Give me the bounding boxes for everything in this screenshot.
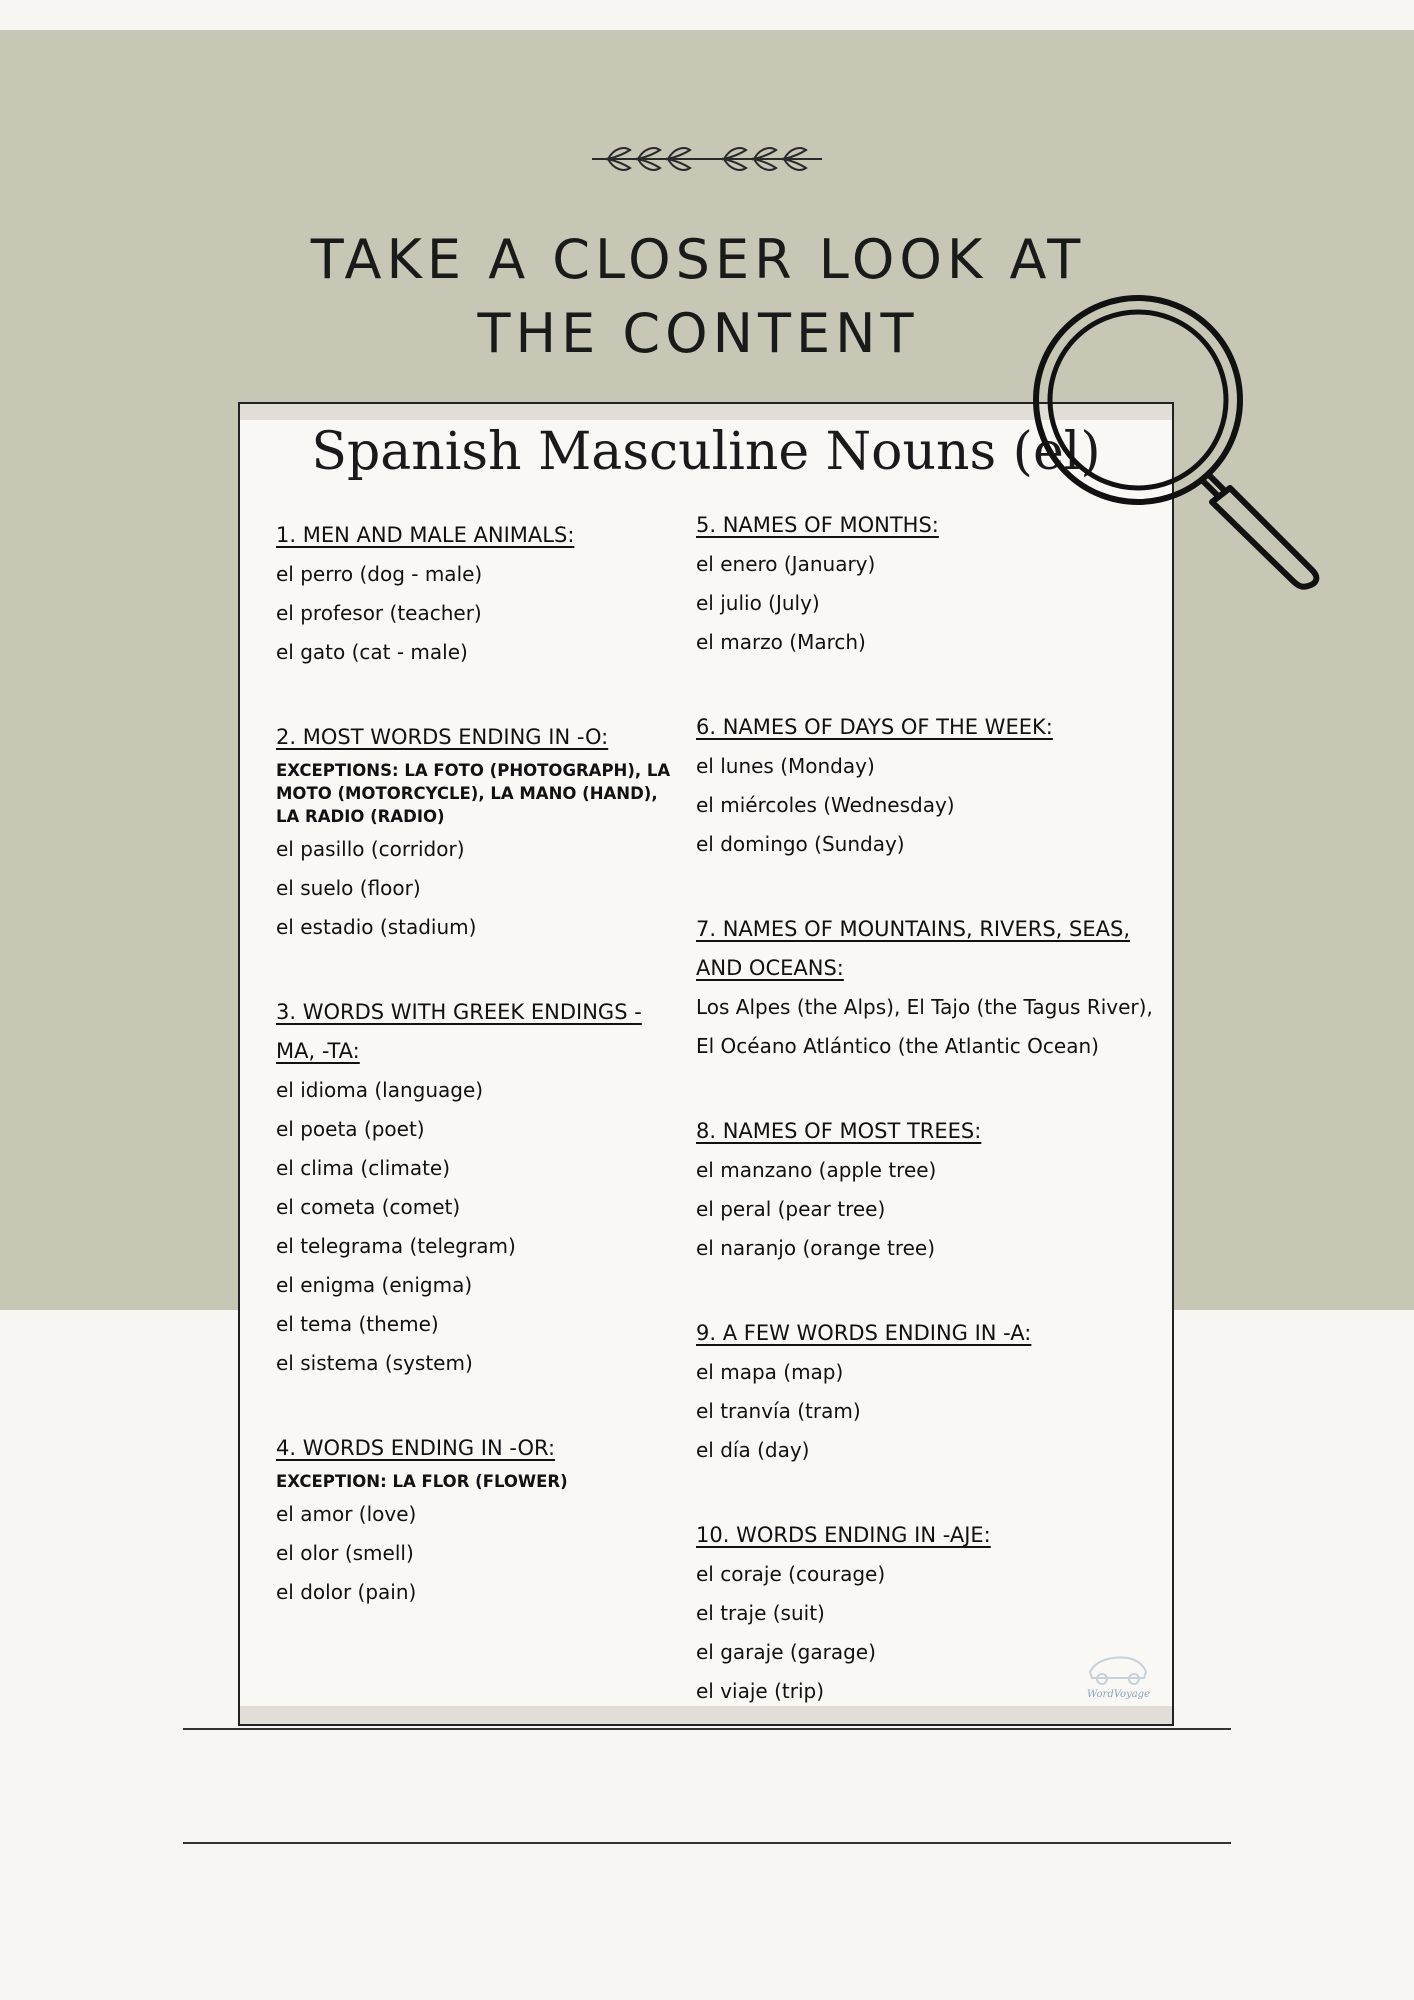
list-item: el poeta (poet) [276, 1117, 425, 1141]
list-item: el suelo (floor) [276, 876, 421, 900]
list-item: el lunes (Monday) [696, 754, 875, 778]
list-item: el olor (smell) [276, 1541, 414, 1565]
sheet-bottom-strip [240, 1706, 1172, 1724]
headline-line-2: THE CONTENT [477, 302, 919, 365]
section-heading: 5. NAMES OF MONTHS: [696, 513, 939, 537]
list-item: el profesor (teacher) [276, 601, 482, 625]
list-item: el tranvía (tram) [696, 1399, 861, 1423]
list-item: el garaje (garage) [696, 1640, 876, 1664]
section-exceptions-note: EXCEPTIONS: LA FOTO (PHOTOGRAPH), LA MOTO (MOTORCYCLE), LA MANO (HAND), LA RADIO (RADIO) [276, 761, 671, 826]
left-column [276, 516, 676, 1658]
list-item: el perro (dog - male) [276, 562, 483, 586]
list-item: el amor (love) [276, 1502, 417, 1526]
divider-line [183, 1728, 1231, 1730]
section-ending-or [276, 1429, 676, 1612]
section-heading: 2. MOST WORDS ENDING IN -O: [276, 725, 609, 749]
list-item: el dolor (pain) [276, 1580, 417, 1604]
list-item: el miércoles (Wednesday) [696, 793, 955, 817]
list-item: el domingo (Sunday) [696, 832, 905, 856]
list-item: el mapa (map) [696, 1360, 844, 1384]
list-item: el idioma (language) [276, 1078, 484, 1102]
list-item: el naranjo (orange tree) [696, 1236, 936, 1260]
watermark-text: WordVoyage [1086, 1689, 1150, 1700]
list-item: el marzo (March) [696, 630, 866, 654]
section-ending-a [696, 1314, 1156, 1470]
section-ending-o [276, 718, 676, 947]
section-greek-endings [276, 993, 676, 1383]
worksheet-preview [238, 402, 1174, 1726]
list-item: el traje (suit) [696, 1601, 825, 1625]
section-heading: 4. WORDS ENDING IN -OR: [276, 1436, 556, 1460]
list-item: el viaje (trip) [696, 1679, 825, 1703]
list-item: el día (day) [696, 1438, 810, 1462]
section-trees [696, 1112, 1156, 1268]
section-heading: 1. MEN AND MALE ANIMALS: [276, 523, 575, 547]
section-exceptions-note: EXCEPTION: LA FLOR (FLOWER) [276, 1472, 568, 1491]
list-item: el julio (July) [696, 591, 820, 615]
list-item: el clima (climate) [276, 1156, 451, 1180]
sheet-title: Spanish Masculine Nouns (el) [311, 422, 1101, 482]
section-heading: 9. A FEW WORDS ENDING IN -A: [696, 1321, 1032, 1345]
section-heading: 8. NAMES OF MOST TREES: [696, 1119, 982, 1143]
magnifying-glass-icon [1030, 292, 1330, 592]
list-item: el cometa (comet) [276, 1195, 461, 1219]
list-item: el gato (cat - male) [276, 640, 468, 664]
leaf-sprig-icon [588, 140, 826, 178]
section-days [696, 708, 1156, 864]
section-heading: 6. NAMES OF DAYS OF THE WEEK: [696, 715, 1053, 739]
list-item: el tema (theme) [276, 1312, 439, 1336]
divider-line [183, 1842, 1231, 1844]
list-item: el sistema (system) [276, 1351, 473, 1375]
list-item: el enero (January) [696, 552, 876, 576]
list-item: el enigma (enigma) [276, 1273, 473, 1297]
list-item: Los Alpes (the Alps), El Tajo (the Tagus River), El Océano Atlántico (the Atlantic Ocean) [696, 995, 1153, 1058]
section-men-male-animals [276, 516, 676, 672]
list-item: el estadio (stadium) [276, 915, 477, 939]
section-heading: 7. NAMES OF MOUNTAINS, RIVERS, SEAS, AND OCEANS: [696, 917, 1130, 980]
right-column [696, 506, 1156, 1757]
list-item: el coraje (courage) [696, 1562, 886, 1586]
section-heading: 10. WORDS ENDING IN -AJE: [696, 1523, 991, 1547]
list-item: el pasillo (corridor) [276, 837, 465, 861]
section-heading: 3. WORDS WITH GREEK ENDINGS -MA, -TA: [276, 1000, 642, 1063]
list-item: el telegrama (telegram) [276, 1234, 516, 1258]
section-geography [696, 910, 1156, 1066]
list-item: el peral (pear tree) [696, 1197, 886, 1221]
list-item: el manzano (apple tree) [696, 1158, 937, 1182]
headline-line-1: TAKE A CLOSER LOOK AT [310, 228, 1086, 291]
